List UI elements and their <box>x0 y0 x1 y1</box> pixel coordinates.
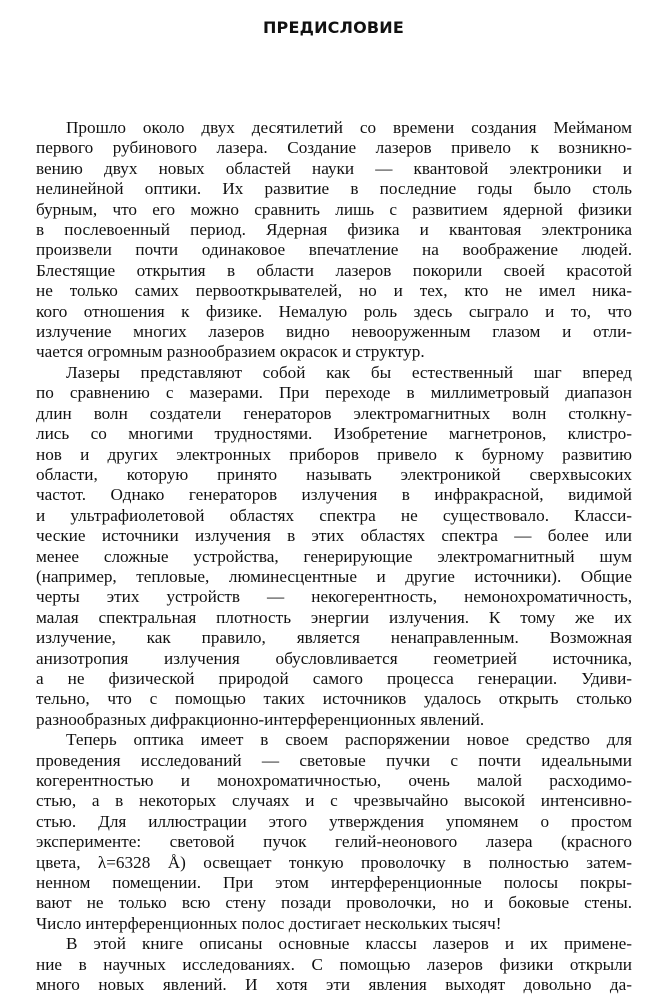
text-line: (например, тепловые, люминесцентные и другие источники). Общие <box>36 566 632 586</box>
text-line: а не физической природой самого процесса генерации. Удиви- <box>36 668 632 688</box>
text-line: Лазеры представляют собой как бы естественный шаг вперед <box>66 362 632 382</box>
text-line: произвели почти одинаковое впечатление на воображение людей. <box>36 240 632 260</box>
text-line: анизотропия излучения обусловливается геометрией источника, <box>36 648 632 668</box>
text-line: когерентностью и монохроматичностью, очень малой расходимо- <box>36 771 632 790</box>
text-line: ние в научных исследованиях. С помощью лазеров физики открыли <box>36 954 632 974</box>
text-line: первого рубинового лазера. Создание лазеров привело к возникно- <box>36 138 632 158</box>
text-line: черты этих устройств — некогерентность, немонохроматичность, <box>36 587 632 607</box>
text-line: Число интерференционных полос достигает нескольких тысяч! <box>36 913 502 933</box>
text-line: разнообразных дифракционно-интерференционных явлений. <box>36 709 485 729</box>
text-line: по сравнению с мазерами. При переходе в миллиметровый диапазон <box>36 383 632 403</box>
text-line: нов и других электронных приборов привело к бурному развитию <box>36 444 632 464</box>
text-line: ческие источники излучения в этих областях спектра — более или <box>36 526 632 546</box>
text-line: стью, а в некоторых случаях и с чрезвычайно высокой интенсивно- <box>36 791 632 811</box>
text-line: излучение многих лазеров видно невооруженным глазом и отли- <box>36 322 632 342</box>
text-line: Прошло около двух десятилетий со времени создания Мейманом <box>66 118 632 137</box>
paragraph-3 <box>36 730 632 934</box>
paragraph-4 <box>36 934 632 995</box>
paragraph-1 <box>36 118 632 363</box>
text-line: малая спектральная плотность энергии излучения. К тому же их <box>36 607 632 627</box>
text-line: частот. Однако генераторов излучения в инфракрасной, видимой <box>36 485 632 505</box>
text-line: стью. Для иллюстрации этого утверждения упомянем о простом <box>36 811 632 831</box>
text-line: лись со многими трудностями. Изобретение магнетронов, клистро- <box>36 424 632 444</box>
text-line: не только самих первооткрывателей, но и тех, кто не имел ника- <box>36 281 632 301</box>
paragraph-2 <box>36 363 632 730</box>
text-line: длин волн создатели генераторов электромагнитных волн столкну- <box>36 403 632 423</box>
text-line: проведения исследований — световые пучки с почти идеальными <box>36 750 632 770</box>
page-title: ПРЕДИСЛОВИЕ <box>262 18 405 37</box>
text-line: области, которую принято называть электроникой сверхвысоких <box>36 464 632 484</box>
text-line: Блестящие открытия в области лазеров покорили своей красотой <box>36 260 632 280</box>
text-line: много новых явлений. И хотя эти явления выходят довольно да- <box>36 975 632 995</box>
text-line: ненном помещении. При этом интерференционные полосы покры- <box>36 873 632 893</box>
text-line: менее сложные устройства, генерирующие электромагнитный шум <box>36 546 632 566</box>
text-line: Теперь оптика имеет в своем распоряжении новое средство для <box>66 730 632 750</box>
text-line: излучение, как правило, является ненаправленным. Возможная <box>36 628 632 648</box>
text-line: В этой книге описаны основные классы лазеров и их примене- <box>66 934 632 954</box>
text-line: эксперименте: световой пучок гелий-неонового лазера (красного <box>36 832 632 852</box>
text-line: в послевоенный период. Ядерная физика и квантовая электроника <box>36 220 632 240</box>
text-line: бурным, что его можно сравнить лишь с развитием ядерной физики <box>36 199 632 219</box>
body-text <box>36 118 632 995</box>
text-line: вают не только всю стену позади проволочки, но и боковые стены. <box>36 893 632 913</box>
text-line: чается огромным разнообразием окрасок и структур. <box>36 342 425 362</box>
text-line: и ультрафиолетовой областях спектра не существовало. Класси- <box>36 505 632 525</box>
text-line: нелинейной оптики. Их развитие в последние годы было столь <box>36 179 632 199</box>
text-line: вению двух новых областей науки — квантовой электроники и <box>36 158 632 178</box>
text-line: тельно, что с помощью таких источников удалось открыть столько <box>36 689 632 709</box>
text-line: кого отношения к физике. Немалую роль здесь сыграло и то, что <box>36 301 632 321</box>
text-line: цвета, λ=6328 Å) освещает тонкую проволочку в полностью затем- <box>36 852 632 872</box>
